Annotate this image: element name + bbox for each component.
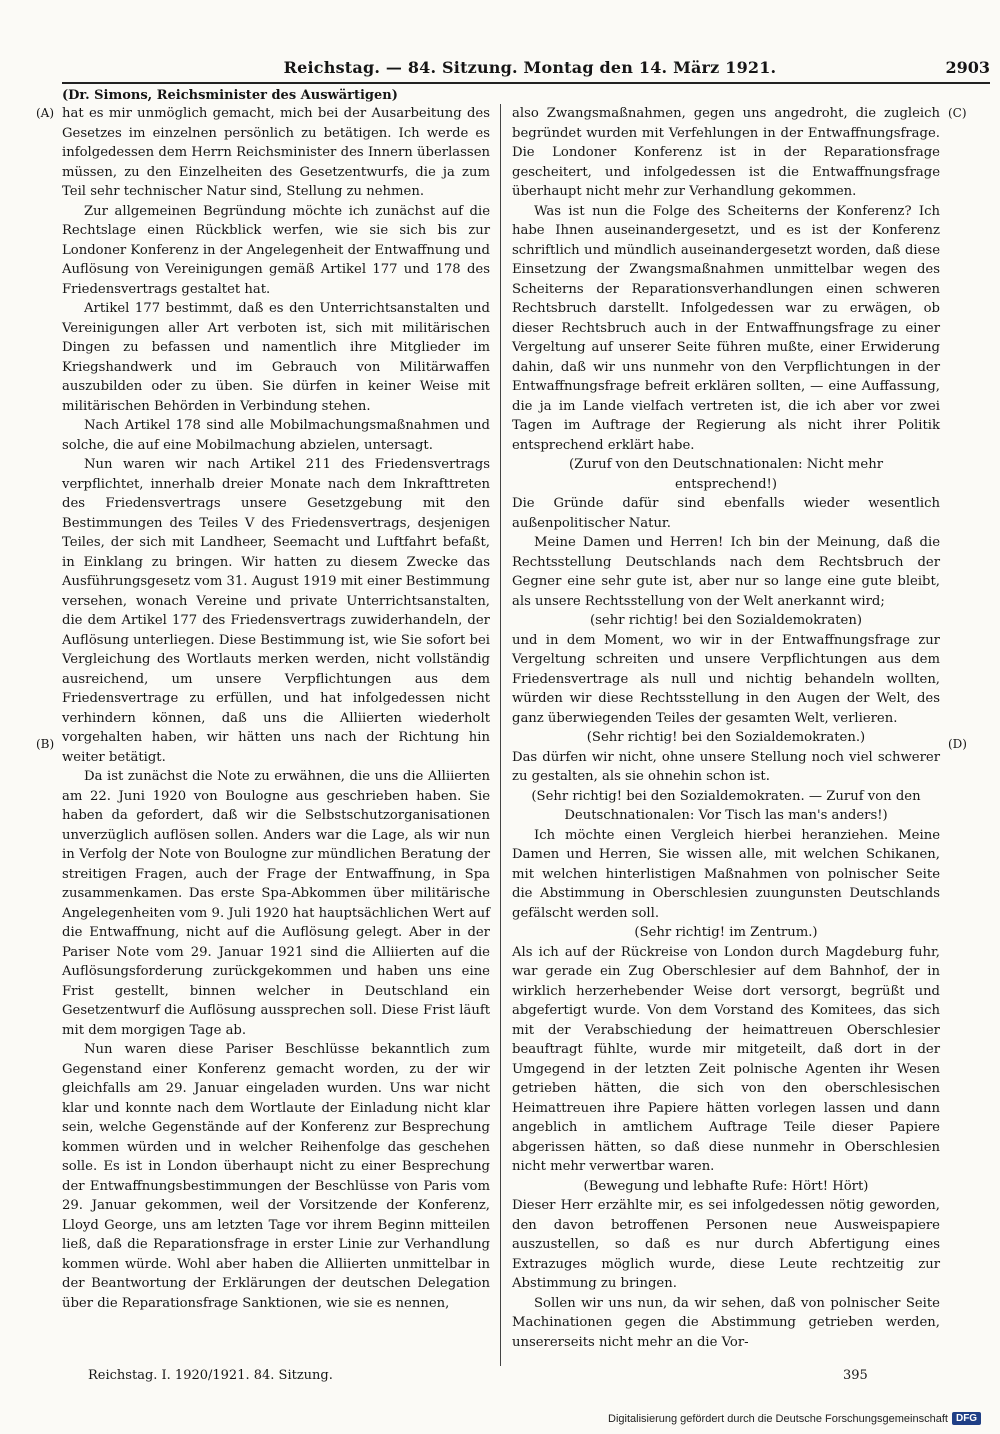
paragraph: Dieser Herr erzählte mir, es sei infolgedessen nötig geworden, den davon betroffenen Personen neue Ausweispapiere auszustellen, so daß es nur durch Abfertigung eines Extrazuges möglich wurde, diese Leute rechtzeitig zur Abstimmung zu bringen.: [512, 1198, 940, 1291]
paragraph: und in dem Moment, wo wir in der Entwaffnungsfrage zur Vergeltung schreiten und unsere Verpflichtungen aus dem Friedensvertrage als null und nichtig behandeln wollten, würden wir diese Rechtsstellung in den Augen der Welt, des ganz überwiegenden Teiles der gesamten Welt, verlieren.: [512, 632, 940, 726]
paragraph: Artikel 177 bestimmt, daß es den Unterrichtsanstalten und Vereinigungen aller Art verboten ist, sich mit militärischen Dingen zu befassen und namentlich ihre Mitglieder im Kriegshandwerk und im Gebrauch von Militärwaffen auszubilden oder zu üben. Sie dürfen in keiner Weise mit militärischen Behörden in Verbindung stehen.: [62, 301, 490, 414]
column-divider: [500, 104, 501, 1366]
interjection: (Sehr richtig! im Zentrum.): [634, 925, 818, 940]
margin-marker-c: (C): [948, 106, 967, 120]
interjection: (Bewegung und lebhafte Rufe: Hört! Hört): [583, 1178, 869, 1194]
right-column: [512, 104, 940, 1352]
paragraph: hat es mir unmöglich gemacht, mich bei der Ausarbeitung des Gesetzes im einzelnen persönlich zu betätigen. Ich werde es infolgedessen dem Herrn Reichsminister des Innern überlassen müssen, zu den Einzelheiten des Gesetzentwurfs, die ja zum Teil sehr technischer Natur sind, Stellung zu nehmen.: [62, 106, 490, 199]
paragraph: Nun waren wir nach Artikel 211 des Friedensvertrags verpflichtet, innerhalb dreier Monate nach dem Inkrafttreten des Friedensvertrags unsere Gesetzgebung mit den Bestimmungen des Teiles V des Friedensvertrags, desjenigen Teiles, der sich mit Landheer, Seemacht und Luftfahrt befaßt, in Einklang zu bringen. Wir hatten zu diesem Zwecke das Ausführungsgesetz vom 31. August 1919 mit einer Bestimmung versehen, wonach Vereine und private Unterrichtsanstalten, die dem Artikel 177 des Friedensvertrags zuwiderhandeln, der Auflösung unterliegen. Diese Bestimmung ist, wie Sie sofort bei Vergleichung des Wortlauts merken werden, nicht vollständig ausreichend, um unsere Verpflichtungen aus dem Friedensvertrage zu erfüllen, und hat infolgedessen nicht verhindern können, daß uns die Alliierten wiederholt vorgehalten haben, wir hätten uns nach der Richtung hin weiter betätigt.: [62, 457, 490, 765]
paragraph: Zur allgemeinen Begründung möchte ich zunächst auf die Rechtslage einen Rückblick werfen, wie sie sich bis zur Londoner Konferenz in der Angelegenheit der Entwaffnung und Auflösung von Vereinigungen gemäß Artikel 177 und 178 des Friedensvertrags gestaltet hat.: [62, 203, 490, 297]
interjection: (Zuruf von den Deutschnationalen: Nicht mehr entsprechend!): [568, 457, 884, 492]
header-title: Reichstag. — 84. Sitzung. Montag den 14. März 1921.: [283, 58, 777, 77]
page-header: [70, 56, 990, 82]
interjection: (sehr richtig! bei den Sozialdemokraten): [590, 613, 862, 628]
paragraph: Die Gründe dafür sind ebenfalls wieder wesentlich außenpolitischer Natur.: [512, 496, 940, 531]
paragraph: Sollen wir uns nun, da wir sehen, daß von polnischer Seite Machinationen gegen die Abstimmung getrieben werden, unsererseits nicht mehr an die Vor-: [512, 1295, 940, 1350]
margin-marker-a: (A): [36, 106, 55, 120]
left-column: [62, 104, 490, 1313]
digitization-credit: [608, 1412, 981, 1425]
paragraph: Meine Damen und Herren! Ich bin der Meinung, daß die Rechtsstellung Deutschlands nach dem Rechtsbruch der Gegner eine sehr gute ist, aber nur so lange eine gute bleibt, als unsere Rechtsstellung von der Welt anerkannt wird;: [512, 535, 940, 609]
interjection: (Sehr richtig! bei den Sozialdemokraten.): [586, 730, 866, 745]
margin-marker-d: (D): [948, 737, 967, 751]
paragraph: Was ist nun die Folge des Scheiterns der Konferenz? Ich habe Ihnen auseinandergesetzt, und es ist der Konferenz schriftlich und mündlich auseinandergesetzt worden, daß diese Einsetzung der Zwangsmaßnahmen unmittelbar wegen des Scheiterns der Reparationsverhandlungen einen schweren Rechtsbruch darstellt. Infolgedessen war zu erwägen, ob dieser Rechtsbruch auch in der Entwaffnungsfrage zu einer Vergeltung auf unserer Seite führen mußte, einer Erwiderung dahin, daß wir uns nunmehr von den Verpflichtungen in der Entwaffnungsfrage befreit erklären sollten, — eine Auffassung, die ja im Lande vielfach vertreten ist, die ich aber vor zwei Tagen im Auftrage der Regierung als nicht ihrer Politik entsprechend erklärt habe.: [512, 203, 940, 453]
interjection: (Sehr richtig! bei den Sozialdemokraten. — Zuruf von den Deutschnationalen: Vor Tisch las man's anders!): [531, 788, 921, 823]
paragraph: Da ist zunächst die Note zu erwähnen, die uns die Alliierten am 22. Juni 1920 von Boulogne aus geschrieben haben. Sie haben da gefordert, daß wir die Selbstschutzorganisationen unverzüglich auflösen sollen. Anders war die Lage, als wir nun in Verfolg der Note von Boulogne zur mündlichen Beratung der streitigen Fragen, auch der Frage der Entwaffnung, in Spa zusammenkamen. Das erste Spa-Abkommen über militärische Angelegenheiten vom 9. Juli 1920 hat hauptsächlichen Wert auf die Entwaffnung, nicht auf die Auflösung gelegt. Aber in der Pariser Note vom 29. Januar 1921 sind die Alliierten auf die Auflösungsforderung zurückgekommen und haben uns eine Frist gestellt, binnen welcher in Deutschland ein Gesetzentwurf die Auflösung aussprechen soll. Diese Frist läuft mit dem morgigen Tage ab.: [62, 769, 490, 1038]
paragraph: Ich möchte einen Vergleich hierbei heranziehen. Meine Damen und Herren, Sie wissen alle, mit welchen Schikanen, mit welchen hinterlistigen Maßnahmen von polnischer Seite die Abstimmung in Oberschlesien zuungunsten Deutschlands gefälscht werden soll.: [512, 827, 940, 921]
paragraph: Nach Artikel 178 sind alle Mobilmachungsmaßnahmen und solche, die auf eine Mobilmachung abzielen, untersagt.: [62, 418, 490, 453]
dfg-logo-icon: DFG: [952, 1412, 981, 1425]
paragraph: also Zwangsmaßnahmen, gegen uns angedroht, die zugleich begründet wurden mit Verfehlungen in der Entwaffnungsfrage. Die Londoner Konferenz ist in der Reparationsfrage gescheitert, und infolgedessen ist die Entwaffnungsfrage überhaupt nicht mehr zur Verhandlung gekommen.: [512, 106, 940, 199]
footer-sheet-number: 395: [843, 1368, 868, 1383]
header-rule: [62, 82, 990, 84]
page-number: 2903: [945, 58, 990, 77]
paragraph: Nun waren diese Pariser Beschlüsse bekanntlich zum Gegenstand einer Konferenz gemacht worden, zu der wir gleichfalls am 29. Januar eingeladen wurden. Uns war nicht klar und konnte nach dem Wortlaute der Einladung nicht klar sein, welche Gegenstände auf der Konferenz zur Besprechung kommen würden und in welcher Reihenfolge das geschehen solle. Es ist in London überhaupt nicht zu einer Besprechung der Entwaffnungsbestimmungen der Beschlüsse von Paris vom 29. Januar gekommen, weil der Vorsitzende der Konferenz, Lloyd George, uns am letzten Tage vor ihrem Beginn mitteilen ließ, daß die Reparationsfrage in erster Linie zur Verhandlung kommen würde. Wohl aber haben die Alliierten unmittelbar in der Beantwortung der Erklärungen der deutschen Delegation über die Reparationsfrage Sanktionen, wie sie es nennen,: [62, 1042, 490, 1311]
margin-marker-b: (B): [36, 737, 55, 751]
paragraph: Als ich auf der Rückreise von London durch Magdeburg fuhr, war gerade ein Zug Oberschlesier auf dem Bahnhof, der in wirklich herzerhebender Weise dort versorgt, begrüßt und abgefertigt wurde. Von dem Vorstand des Komitees, das sich mit der Verabschiedung der heimattreuen Oberschlesier beauftragt fühlte, wurde mir mitgeteilt, daß dort in der Umgegend in der letzten Zeit polnische Agenten ihr Wesen getrieben hätten, die sich von den oberschlesischen Heimattreuen ihre Papiere hätten vorlegen lassen und dann angeblich in amtlichem Auftrage Teile dieser Papiere abgerissen hätten, so daß diese nunmehr in Oberschlesien nicht mehr verwertbar waren.: [512, 944, 940, 1174]
speaker-line: (Dr. Simons, Reichsminister des Auswärtigen): [62, 88, 398, 103]
digitization-text: Digitalisierung gefördert durch die Deutsche Forschungsgemeinschaft: [608, 1412, 948, 1425]
paragraph: Das dürfen wir nicht, ohne unsere Stellung noch viel schwerer zu gestalten, als sie ohnehin schon ist.: [512, 749, 940, 784]
footer-session-label: Reichstag. I. 1920/1921. 84. Sitzung.: [88, 1368, 333, 1383]
